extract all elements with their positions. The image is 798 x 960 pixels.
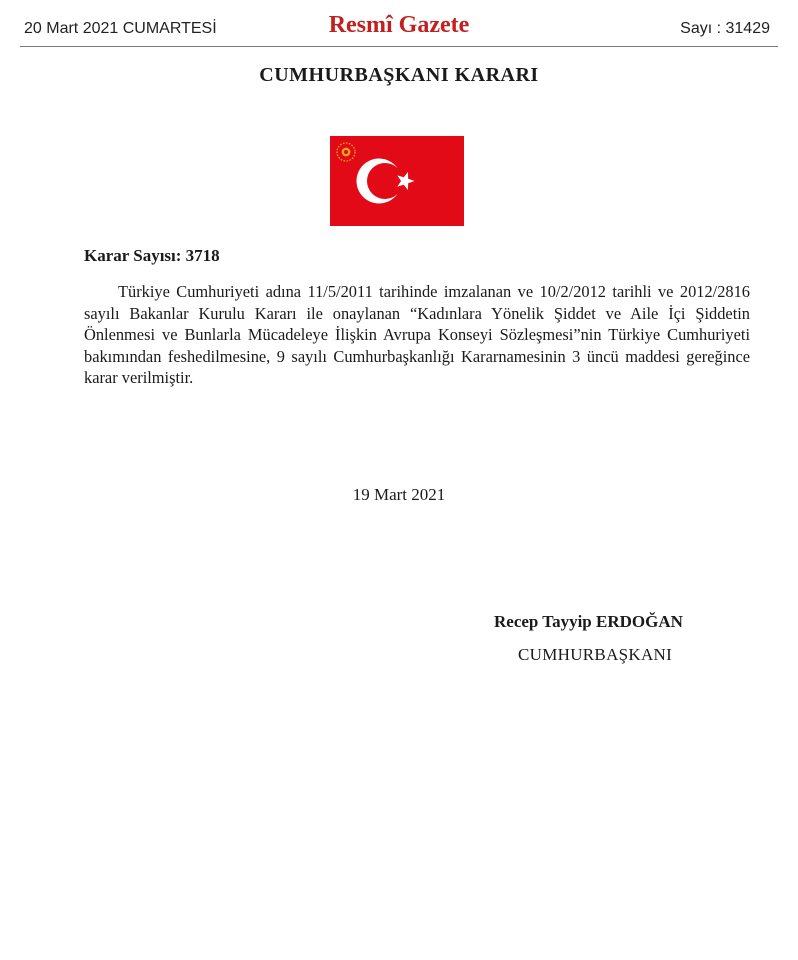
signatory-title: CUMHURBAŞKANI bbox=[518, 645, 673, 664]
decision-number: Karar Sayısı: 3718 bbox=[84, 246, 220, 265]
header-divider bbox=[20, 46, 778, 47]
publication-date: 20 Mart 2021 CUMARTESİ bbox=[24, 20, 217, 37]
document-heading: CUMHURBAŞKANI KARARI bbox=[259, 64, 539, 86]
gazette-title: Resmî Gazete bbox=[328, 12, 470, 38]
turkish-flag-icon bbox=[330, 136, 464, 226]
decision-body-text: Türkiye Cumhuriyeti adına 11/5/2011 tarihinde imzalanan ve 10/2/2012 tarihli ve 2012/2816 sayılı Bakanlar Kurulu Kararı ile onaylanan “Kadınlara Yönelik Şiddet ve Aile İçi Şiddetin Önlenmesi ve Bunlarla Mücadeleye İlişkin Avrupa Konseyi Sözleşmesi”nin Türkiye Cumhuriyeti bakımından feshedilmesine, 9 sayılı Cumhurbaşkanlığı Kararnamesinin 3 üncü maddesi gereğince karar verilmiştir. bbox=[84, 282, 750, 387]
decision-date: 19 Mart 2021 bbox=[352, 485, 446, 504]
signatory-name: Recep Tayyip ERDOĞAN bbox=[494, 612, 683, 631]
issue-number: Sayı : 31429 bbox=[680, 20, 770, 37]
